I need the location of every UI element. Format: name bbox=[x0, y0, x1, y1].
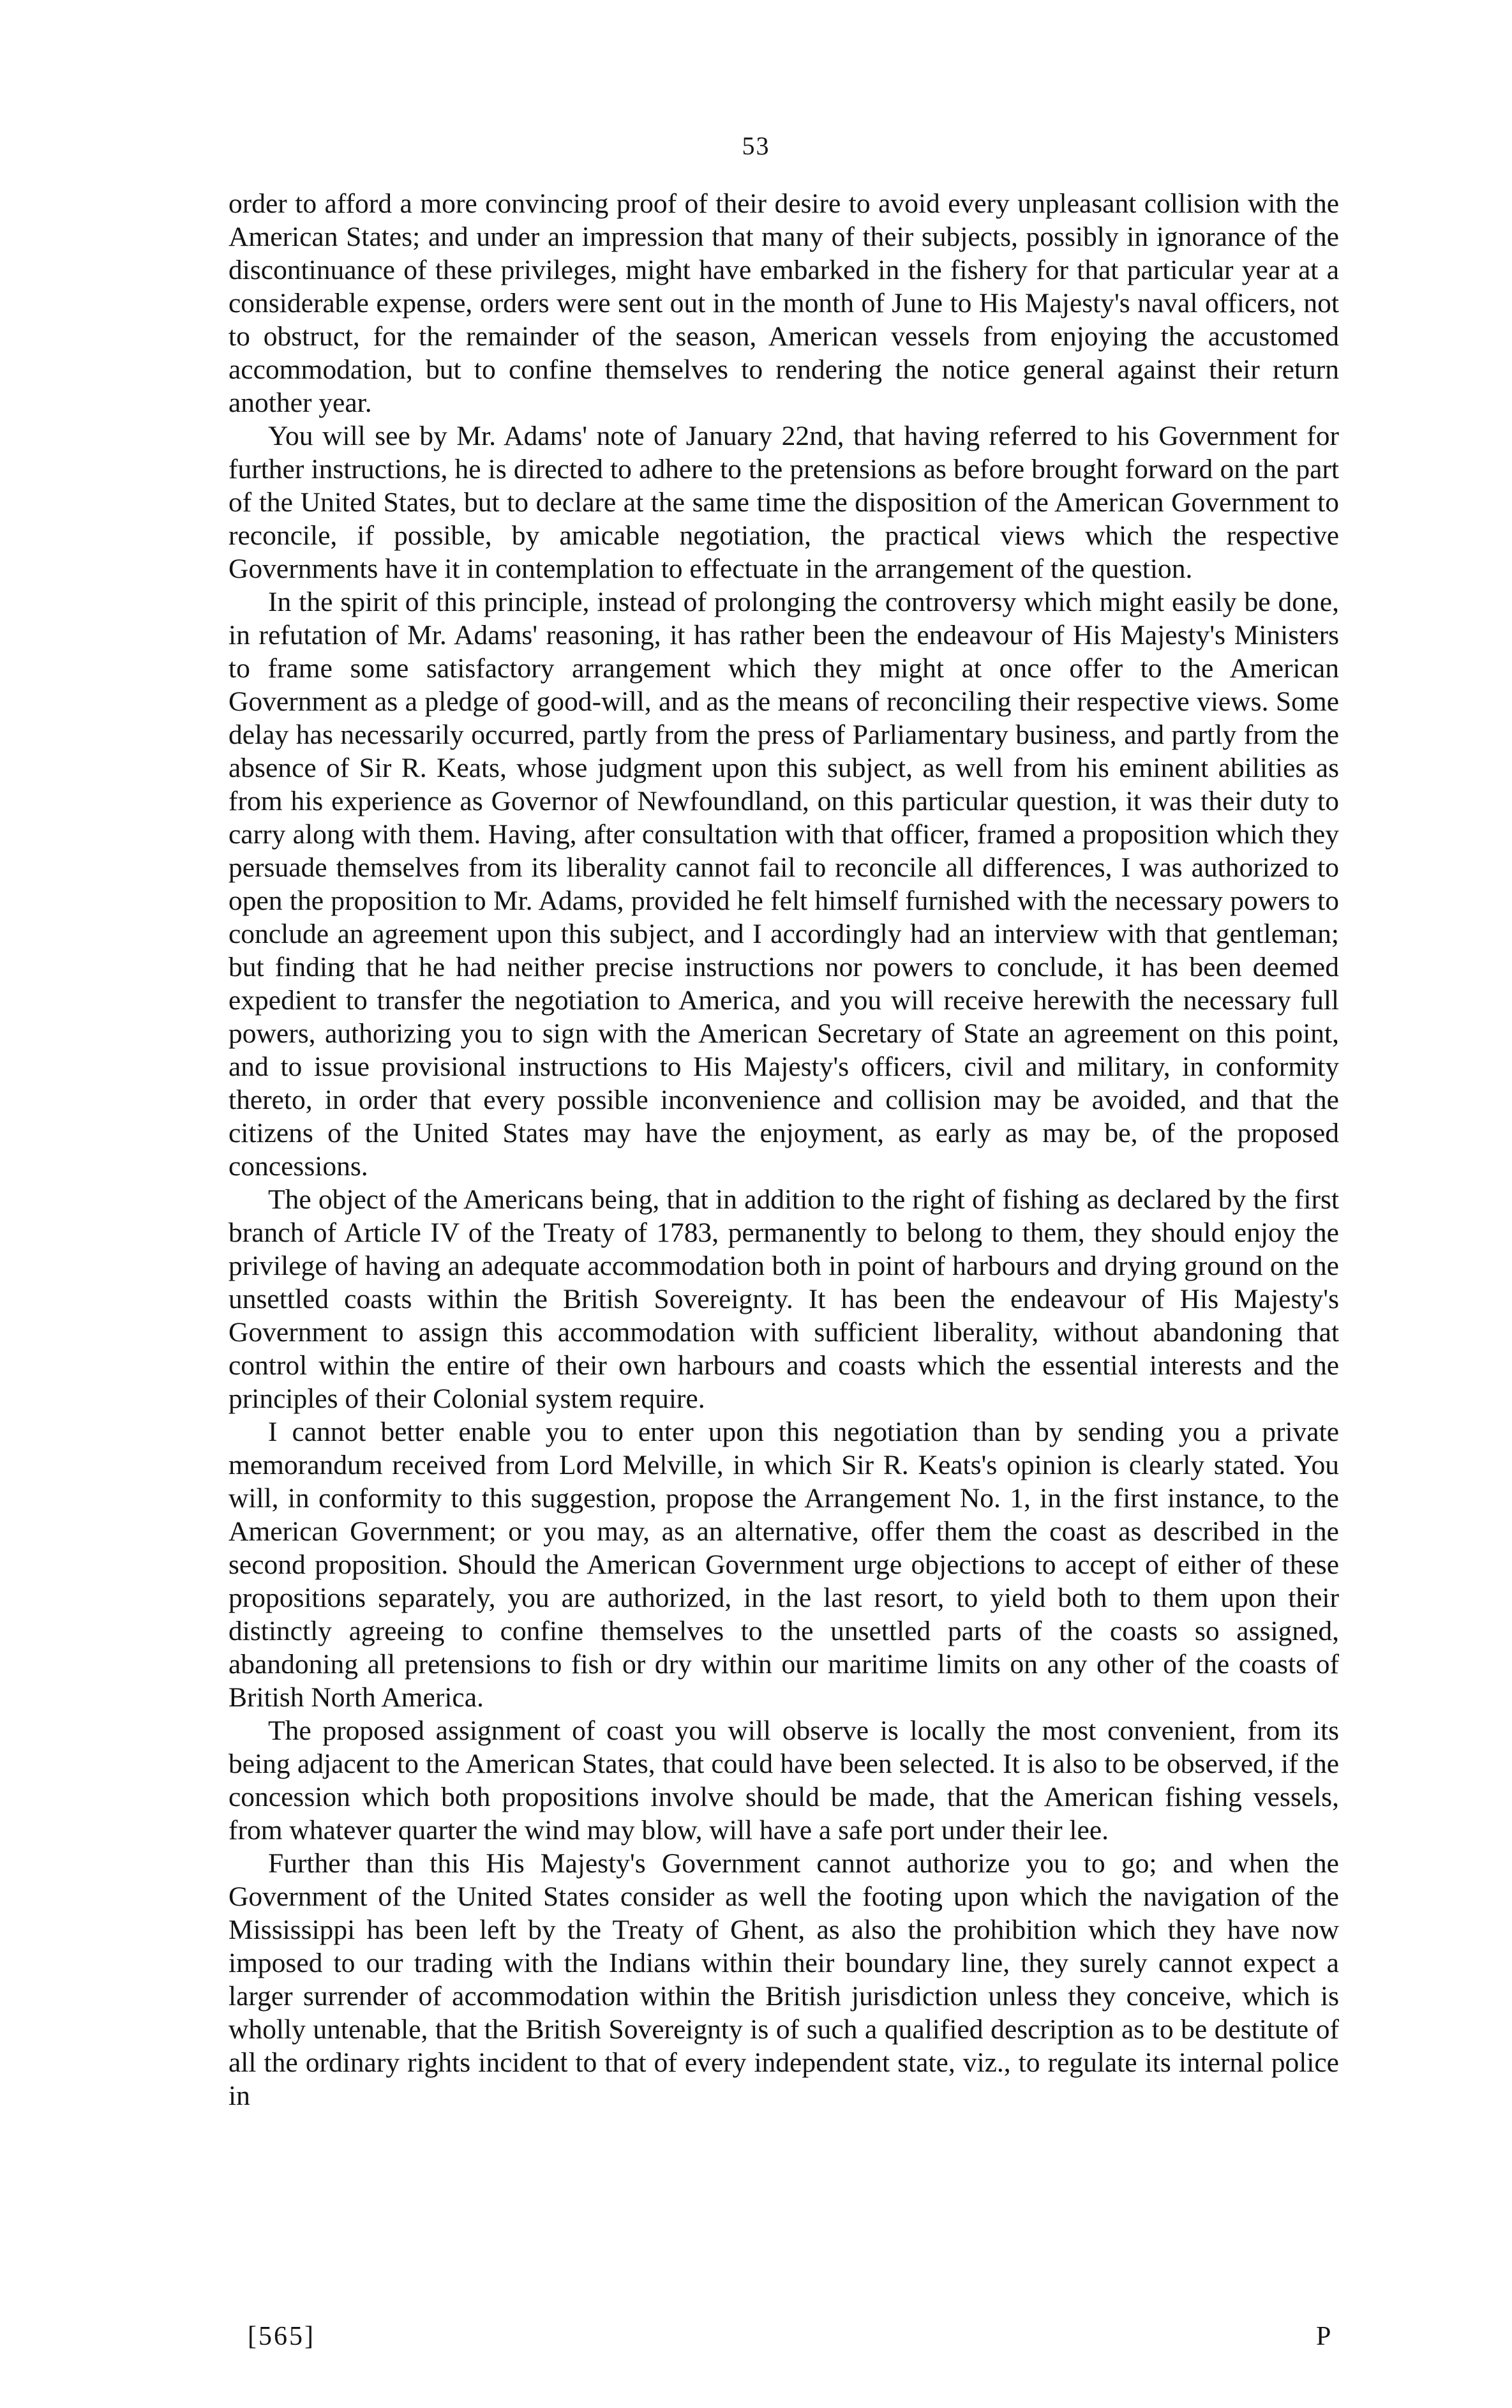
paragraph: The proposed assignment of coast you will observe is locally the most convenient, from its being adjacent to the American States, that could have been selected. It is also to be observed, if the concession which both propositions involve should be made, that the American fishing vessels, from whatever quarter the wind may blow, will have a safe port under their lee. bbox=[228, 1715, 1339, 1846]
paragraph: In the spirit of this principle, instead of prolonging the controversy which might easily be done, in refutation of Mr. Adams' reasoning, it has rather been the endeavour of His Majesty's Ministers to frame some satisfactory arrangement which they might at once offer to the American Government as a pledge of good-will, and as the means of reconciling their respective views. Some delay has necessarily occurred, partly from the press of Parliamentary business, and partly from the absence of Sir R. Keats, whose judgment upon this subject, as well from his eminent abilities as from his experience as Governor of Newfoundland, on this particular question, it was their duty to carry along with them. Having, after consultation with that officer, framed a proposition which they persuade themselves from its liberality cannot fail to reconcile all differences, I was authorized to open the proposition to Mr. Adams, provided he felt himself furnished with the necessary powers to conclude an agreement upon this subject, and I accordingly had an interview with that gentleman; but finding that he had neither precise instructions nor powers to conclude, it has been deemed expedient to transfer the negotiation to America, and you will receive herewith the necessary full powers, authorizing you to sign with the American Secretary of State an agreement on this point, and to issue provisional instructions to His Majesty's officers, civil and military, in conformity thereto, in order that every possible inconvenience and collision may be avoided, and that the citizens of the United States may have the enjoyment, as early as may be, of the proposed concessions. bbox=[228, 587, 1339, 1182]
signature-mark: [565] bbox=[248, 2322, 315, 2351]
body-text bbox=[228, 187, 1339, 2112]
paragraph: You will see by Mr. Adams' note of January 22nd, that having referred to his Government for further instructions, he is directed to adhere to the pretensions as before brought forward on the part of the United States, but to declare at the same time the disposition of the American Government to reconcile, if possible, by amicable negotiation, the practical views which the respective Governments have it in contemplation to effectuate in the arrangement of the question. bbox=[228, 421, 1339, 584]
paragraph: The object of the Americans being, that in addition to the right of fishing as declared by the first branch of Article IV of the Treaty of 1783, permanently to belong to them, they should enjoy the privilege of having an adequate accommodation both in point of harbours and drying ground on the unsettled coasts within the British Sovereignty. It has been the endeavour of His Majesty's Government to assign this accommodation with sufficient liberality, without abandoning that control within the entire of their own harbours and coasts which the essential interests and the principles of their Colonial system require. bbox=[228, 1184, 1339, 1414]
page-number: 53 bbox=[742, 132, 770, 160]
paragraph-final: Further than this His Majesty's Government cannot authorize you to go; and when the Government of the United States consider as well the footing upon which the navigation of the Mississippi has been left by the Treaty of Ghent, as also the prohibition which they have now imposed to our trading with the Indians within their boundary line, they surely cannot expect a larger surrender of accommodation within the British jurisdiction unless they conceive, which is wholly untenable, that the British Sovereignty is of such a qualified description as to be destitute of all the ordinary rights incident to that of every independent state, viz., to regulate its internal police in bbox=[228, 1848, 1339, 2111]
paragraph: I cannot better enable you to enter upon this negotiation than by sending you a private memorandum received from Lord Melville, in which Sir R. Keats's opinion is clearly stated. You will, in conformity to this suggestion, propose the Arrangement No. 1, in the first instance, to the American Government; or you may, as an alternative, offer them the coast as described in the second proposition. Should the American Government urge objections to accept of either of these propositions separately, you are authorized, in the last resort, to yield both to them upon their distinctly agreeing to confine themselves to the unsettled parts of the coasts so assigned, abandoning all pretensions to fish or dry within our maritime limits on any other of the coasts of British North America. bbox=[228, 1417, 1339, 1713]
sheet-letter: P bbox=[1316, 2322, 1331, 2351]
paragraph-continued: order to afford a more convincing proof of their desire to avoid every unpleasant collision with the American States; and under an impression that many of their subjects, possibly in ignorance of the discontinuance of these privileges, might have embarked in the fishery for that particular year at a considerable expense, orders were sent out in the month of June to His Majesty's naval officers, not to obstruct, for the remainder of the season, American vessels from enjoying the accustomed accommodation, but to confine themselves to rendering the notice general against their return another year. bbox=[228, 188, 1339, 418]
